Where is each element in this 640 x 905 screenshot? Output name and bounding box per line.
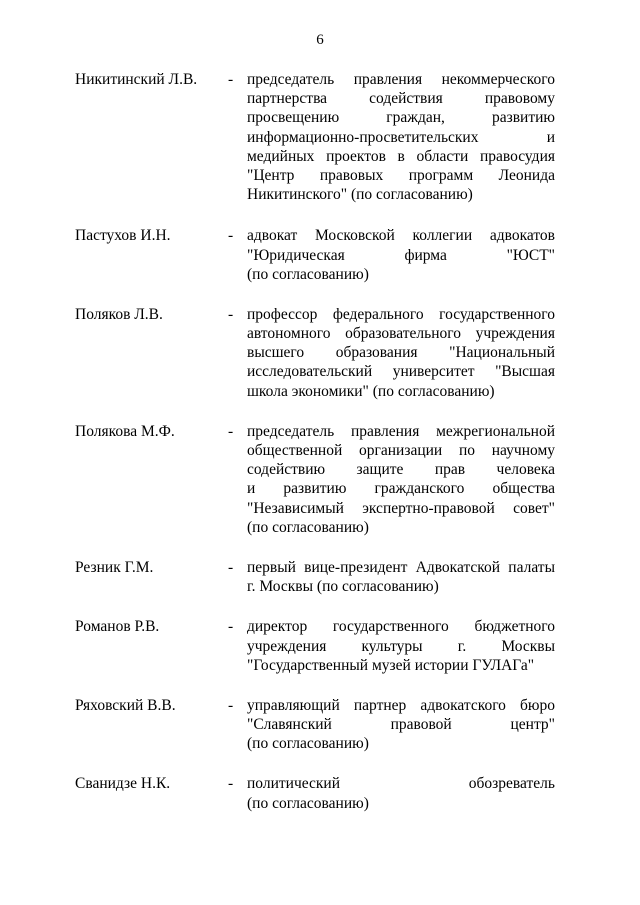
description-line: первый вице-президент Адвокатской палаты [247,558,555,576]
member-entry [0,558,640,596]
member-name: Резник Г.М. [75,558,154,576]
description-line: (по согласованию) [247,265,369,283]
description-line: профессор федерального государственного [247,305,555,323]
description-line: и развитию гражданского общества [247,480,555,498]
description-line: общественной организации по научному [247,442,555,459]
member-description [247,617,555,675]
description-line: школа экономики" (по согласованию) [247,382,495,400]
dash-separator: - [228,775,234,793]
description-line: адвокат Московской коллегии адвокатов [247,227,555,245]
member-name: Ряховский В.В. [75,696,176,714]
dash-separator: - [228,558,234,576]
member-description [247,226,555,284]
description-line: политический обозреватель [247,775,555,793]
description-line: "Государственный музей истории ГУЛАГа" [247,656,535,674]
description-line: г. Москвы (по согласованию) [247,578,439,596]
member-name: Пастухов И.Н. [75,227,171,245]
description-line: Никитинского" (по согласованию) [247,186,473,204]
description-line: (по согласованию) [247,735,369,753]
dash-separator: - [228,227,234,245]
description-line: содействию защите прав человека [247,461,555,479]
description-line: просвещению граждан, развитию [247,109,555,127]
description-line: "Юридическая фирма "ЮСТ" [247,246,555,264]
member-description [247,305,555,401]
member-name: Поляков Л.В. [75,305,163,323]
member-name: Сванидзе Н.К. [75,775,171,793]
description-line: "Независимый экспертно-правовой совет" [247,499,555,517]
member-description [247,70,555,204]
member-entry [0,774,640,812]
description-line: информационно-просветительских и [247,128,555,146]
dash-separator: - [228,71,234,88]
member-name: Романов Р.В. [75,618,160,636]
dash-separator: - [228,618,234,636]
description-line: директор государственного бюджетного [247,618,555,636]
description-line: высшего образования "Национальный [247,344,555,362]
description-line: (по согласованию) [247,518,369,536]
member-entry [0,696,640,754]
description-line: автономного образовательного учреждения [247,325,555,343]
description-line: управляющий партнер адвокатского бюро [247,696,555,714]
member-entry [0,226,640,284]
description-line: "Славянский правовой центр" [247,716,555,734]
member-description [247,696,555,754]
description-line: (по согласованию) [247,794,369,812]
member-description [247,558,555,596]
member-name: Никитинский Л.В. [75,71,198,88]
description-line: "Центр правовых программ Леонида [247,166,555,184]
member-list [0,70,640,813]
member-entry [0,617,640,675]
description-line: учреждения культуры г. Москвы [247,637,555,655]
member-description [247,774,555,812]
member-entry [0,422,640,537]
member-entry [0,70,640,204]
dash-separator: - [228,305,234,323]
description-line: партнерства содействия правовому [247,90,555,108]
member-description [247,422,555,537]
description-line: медийных проектов в области правосудия [247,147,555,165]
description-line: исследовательский университет "Высшая [247,363,555,381]
member-entry [0,305,640,401]
page-number: 6 [316,32,324,48]
dash-separator: - [228,422,234,440]
member-name: Полякова М.Ф. [75,422,175,440]
dash-separator: - [228,696,234,714]
description-line: председатель правления некоммерческого [247,71,555,88]
description-line: председатель правления межрегиональной [247,422,555,440]
